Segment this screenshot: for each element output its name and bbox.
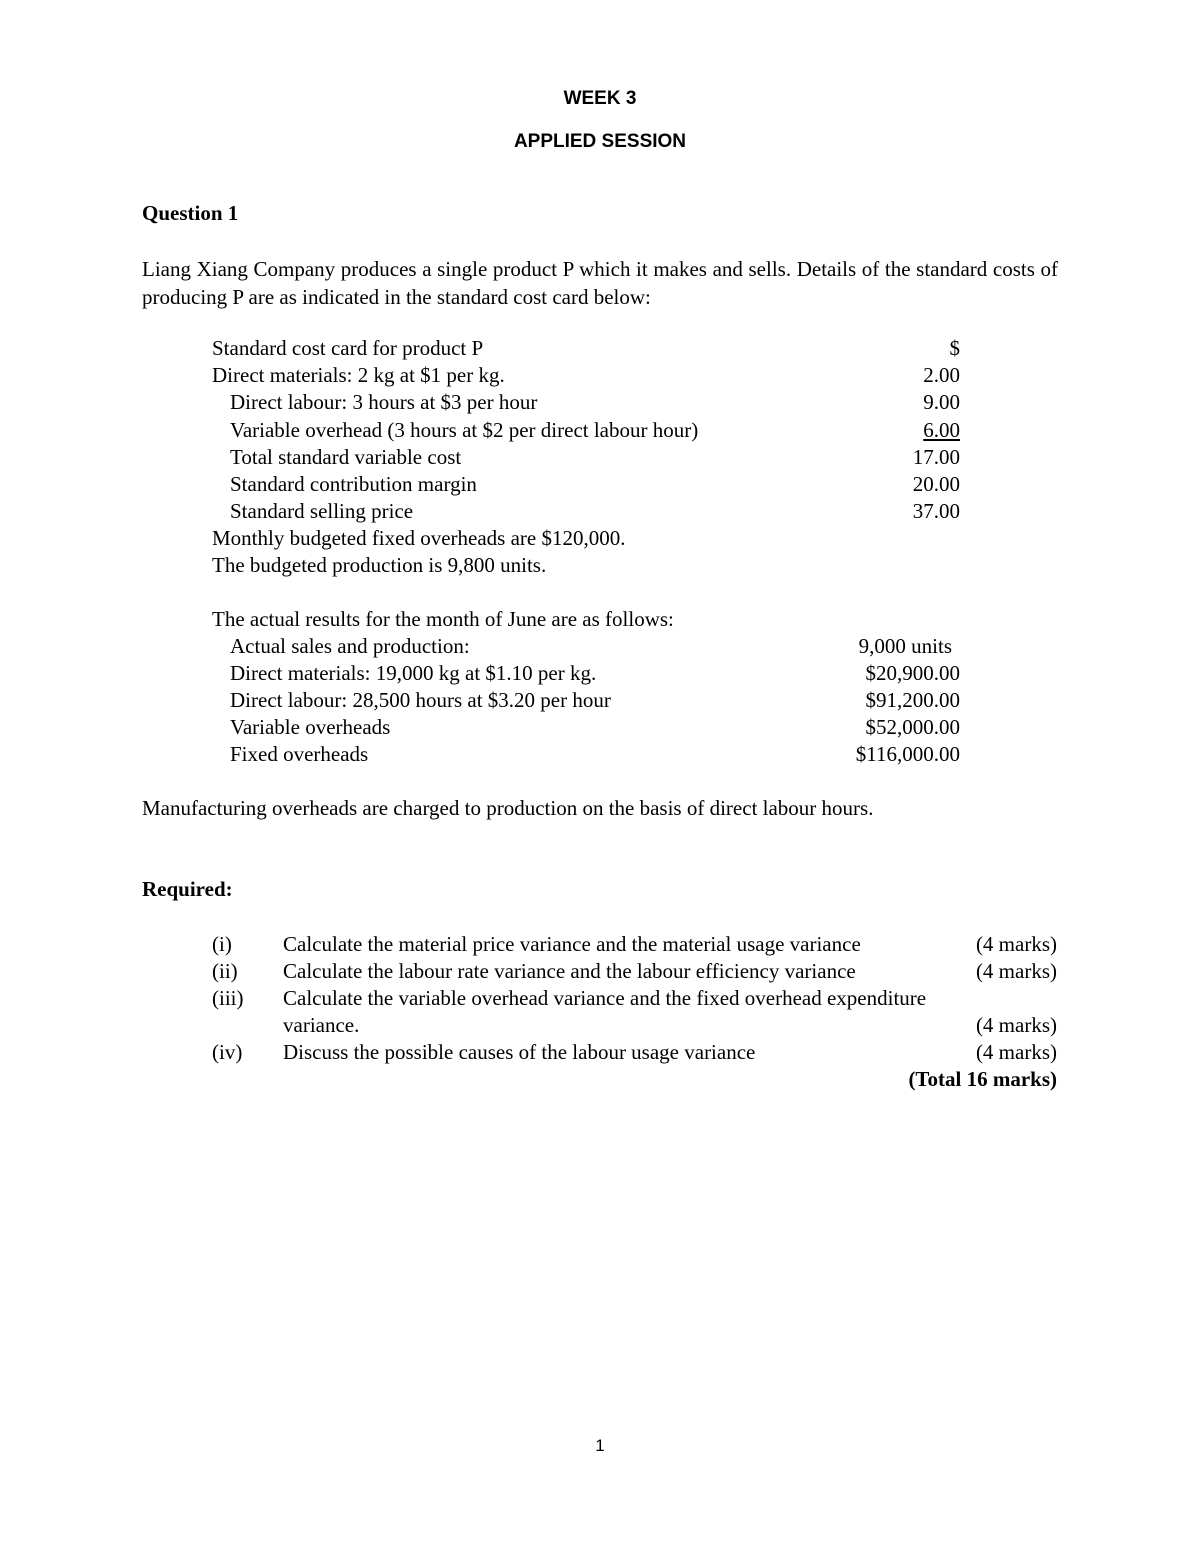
actual-label: Direct labour: 28,500 hours at $3.20 per hour <box>230 688 611 712</box>
item-text: Calculate the material price variance and the material usage variance <box>283 932 861 956</box>
cost-value: 6.00 <box>923 418 960 442</box>
required-title: Required: <box>142 877 233 901</box>
cost-label: Direct materials: 2 kg at $1 per kg. <box>212 363 505 387</box>
cost-label: Variable overhead (3 hours at $2 per direct labour hour) <box>230 418 699 442</box>
item-marks: (4 marks) <box>975 932 1057 956</box>
item-text: Calculate the variable overhead variance and the fixed overhead expenditure <box>283 986 927 1010</box>
budgeted-production-note: The budgeted production is 9,800 units. <box>212 553 547 577</box>
item-marks: (4 marks) <box>975 1013 1057 1037</box>
fixed-overheads-note: Monthly budgeted fixed overheads are $120,000. <box>212 526 626 550</box>
page-number: 1 <box>595 1436 605 1455</box>
overhead-note: Manufacturing overheads are charged to production on the basis of direct labour hours. <box>142 796 874 820</box>
cost-value: 9.00 <box>923 390 960 414</box>
week-heading: WEEK 3 <box>563 88 637 109</box>
actual-label: Actual sales and production: <box>230 634 470 658</box>
actual-results-intro: The actual results for the month of June are as follows: <box>212 607 674 631</box>
actual-value: $116,000.00 <box>855 742 960 766</box>
actual-value: $91,200.00 <box>865 688 960 712</box>
item-number: (ii) <box>212 959 238 983</box>
actual-value: $52,000.00 <box>865 715 960 739</box>
currency-symbol: $ <box>949 336 960 360</box>
cost-value: 2.00 <box>923 363 960 387</box>
item-text: Calculate the labour rate variance and the labour efficiency variance <box>283 959 856 983</box>
cost-label: Standard selling price <box>230 499 414 523</box>
actual-value: $20,900.00 <box>865 661 960 685</box>
cost-card-title: Standard cost card for product P <box>212 336 484 360</box>
item-number: (i) <box>212 932 232 956</box>
actual-label: Variable overheads <box>230 715 391 739</box>
actual-label: Direct materials: 19,000 kg at $1.10 per kg. <box>230 661 597 685</box>
cost-label: Standard contribution margin <box>230 472 477 496</box>
cost-value: 37.00 <box>912 499 960 523</box>
item-number: (iv) <box>212 1040 243 1064</box>
cost-label: Direct labour: 3 hours at $3 per hour <box>230 390 538 414</box>
item-marks: (4 marks) <box>975 959 1057 983</box>
cost-value: 20.00 <box>912 472 960 496</box>
item-text: variance. <box>283 1013 360 1037</box>
item-text: Discuss the possible causes of the labour usage variance <box>283 1040 756 1064</box>
item-marks: (4 marks) <box>975 1040 1057 1064</box>
question-intro: Liang Xiang Company produces a single product P which it makes and sells. Details of the standard costs of producing P are as indicated in the standard cost card below: <box>142 257 1058 309</box>
item-number: (iii) <box>212 986 244 1010</box>
actual-label: Fixed overheads <box>230 742 369 766</box>
total-marks: (Total 16 marks) <box>908 1067 1057 1091</box>
cost-value: 17.00 <box>912 445 960 469</box>
session-heading: APPLIED SESSION <box>513 131 687 152</box>
question-title: Question 1 <box>142 201 239 225</box>
cost-label: Total standard variable cost <box>230 445 462 469</box>
actual-value: 9,000 units <box>858 634 952 658</box>
